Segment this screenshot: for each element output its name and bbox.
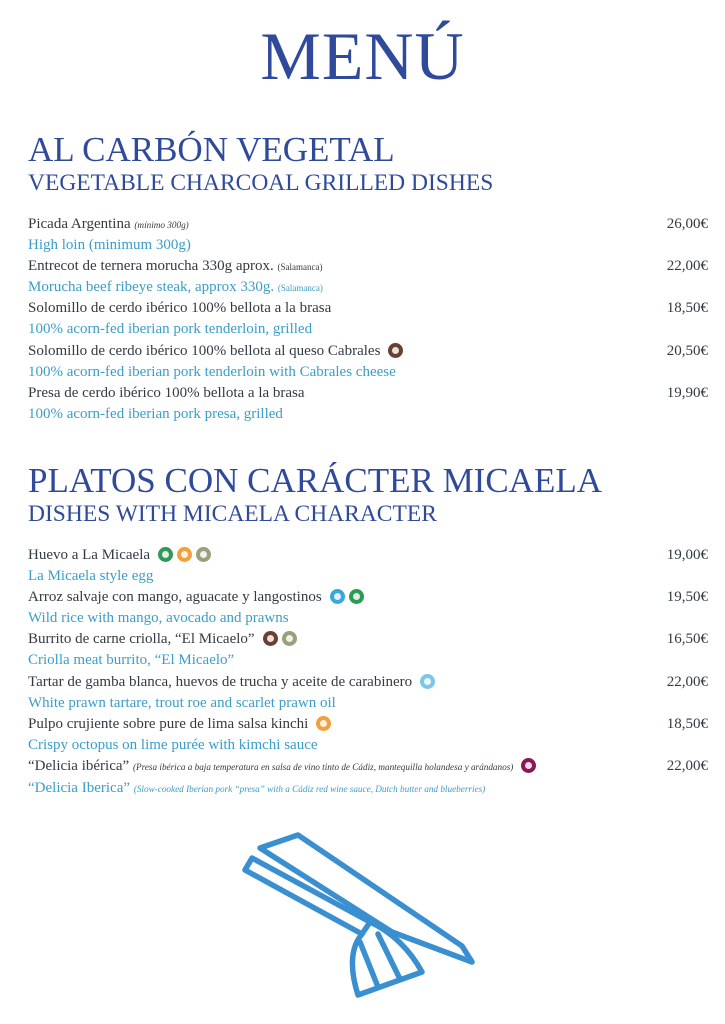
dish-name: “Delicia ibérica” — [28, 758, 130, 775]
dish-price: 22,00€ — [666, 758, 708, 775]
mollusc-allergen-icon — [420, 674, 435, 689]
dish-note-english: (Salamanca) — [277, 283, 323, 294]
section-micaela-character — [28, 463, 708, 799]
dish-row-spanish — [28, 629, 708, 650]
dish-note: (Presa ibérica a baja temperatura en salsa de vino tinto de Cádiz, mantequilla holandesa y arándanos) — [132, 762, 514, 773]
dish-name: Tartar de gamba blanca, huevos de trucha y aceite de carabinero — [28, 673, 413, 690]
celery-allergen-icon — [349, 589, 364, 604]
dish-price: 22,00€ — [666, 673, 708, 690]
dish-name-english: Crispy octopus on lime purée with kimchi sauce — [28, 737, 318, 754]
dish-name-english: Wild rice with mango, avocado and prawns — [28, 610, 289, 627]
mustard-allergen-icon — [196, 547, 211, 562]
dish-row-spanish — [28, 214, 708, 235]
dish-name: Burrito de carne criolla, “El Micaelo” — [28, 631, 255, 648]
crustacean-allergen-icon — [330, 589, 345, 604]
fork-and-knife-illustration — [240, 830, 490, 1000]
egg-allergen-icon — [177, 547, 192, 562]
dish-price: 19,90€ — [666, 385, 708, 401]
dish-price: 20,50€ — [666, 342, 708, 359]
dish-row-spanish — [28, 298, 708, 319]
dish-row-english — [28, 608, 708, 629]
dish-name: Pulpo crujiente sobre pure de lima salsa kinchi — [28, 716, 309, 732]
dish-price: 26,00€ — [666, 215, 708, 232]
dish-name-english: 100% acorn-fed iberian pork tenderloin, grilled — [28, 321, 313, 338]
dish-name-english: High loin (minimum 300g) — [28, 236, 191, 253]
fork-tines — [360, 934, 400, 987]
dish-name: Arroz salvaje con mango, aguacate y langostinos — [28, 588, 322, 605]
dish-row-english — [28, 319, 708, 340]
dish-note-english: (Slow-cooked Iberian pork “presa” with a Cádiz red wine sauce, Dutch butter and blueberries) — [133, 783, 486, 794]
section-charcoal-grilled — [28, 132, 708, 425]
dish-price: 19,50€ — [666, 588, 708, 605]
dish-price: 19,00€ — [666, 546, 708, 563]
dish-row-english — [28, 277, 708, 298]
dish-list — [28, 545, 708, 799]
egg-allergen-icon — [316, 716, 331, 731]
dish-name: Solomillo de cerdo ibérico 100% bellota al queso Cabrales — [28, 342, 381, 359]
milk-allergen-icon — [388, 343, 403, 358]
dish-name: Picada Argentina — [28, 215, 131, 232]
dish-row-spanish — [28, 383, 708, 404]
sulphite-allergen-icon — [521, 758, 536, 773]
dish-price: 22,00€ — [666, 257, 708, 274]
dish-name-english: La Micaela style egg — [28, 567, 154, 584]
dish-row-spanish — [28, 672, 708, 693]
section-subtitle: VEGETABLE CHARCOAL GRILLED DISHES — [28, 170, 494, 196]
dish-name: Solomillo de cerdo ibérico 100% bellota a la brasa — [28, 300, 332, 317]
dish-row-spanish — [28, 714, 708, 735]
dish-name-english: Criolla meat burrito, “El Micaelo” — [28, 652, 235, 669]
dish-row-english — [28, 362, 708, 383]
dish-note: (Salamanca) — [277, 261, 323, 272]
dish-name-english: 100% acorn-fed iberian pork tenderloin with Cabrales cheese — [28, 363, 396, 380]
dish-row-spanish — [28, 545, 708, 566]
dish-row-spanish — [28, 341, 708, 362]
dish-name-english: White prawn tartare, trout roe and scarlet prawn oil — [28, 694, 336, 711]
dish-price: 18,50€ — [666, 300, 708, 317]
dish-name-english: Morucha beef ribeye steak, approx 330g. — [28, 279, 275, 296]
dish-name-english: 100% acorn-fed iberian pork presa, grilled — [28, 406, 283, 423]
section-subtitle: DISHES WITH MICAELA CHARACTER — [28, 501, 437, 527]
dish-row-spanish — [28, 756, 708, 777]
celery-allergen-icon — [158, 547, 173, 562]
dish-row-english — [28, 235, 708, 256]
mustard-allergen-icon — [282, 631, 297, 646]
dish-list — [28, 214, 708, 426]
dish-row-english — [28, 650, 708, 671]
dish-name-english: “Delicia Iberica” — [28, 779, 131, 796]
dish-note: (mínimo 300g) — [134, 219, 189, 230]
menu-title: MENÚ — [260, 18, 465, 94]
dish-row-english — [28, 778, 708, 799]
dish-name: Presa de cerdo ibérico 100% bellota a la brasa — [28, 385, 305, 401]
dish-price: 16,50€ — [666, 631, 708, 648]
dish-row-english — [28, 693, 708, 714]
section-title: PLATOS CON CARÁCTER MICAELA — [28, 461, 602, 500]
dish-price: 18,50€ — [666, 716, 708, 732]
dish-name: Huevo a La Micaela — [28, 546, 151, 563]
dish-row-english — [28, 566, 708, 587]
dish-row-english — [28, 404, 708, 425]
dish-row-spanish — [28, 587, 708, 608]
dish-name: Entrecot de ternera morucha 330g aprox. — [28, 257, 274, 274]
section-title: AL CARBÓN VEGETAL — [28, 130, 395, 169]
dish-row-english — [28, 735, 708, 756]
milk-allergen-icon — [263, 631, 278, 646]
dish-row-spanish — [28, 256, 708, 277]
